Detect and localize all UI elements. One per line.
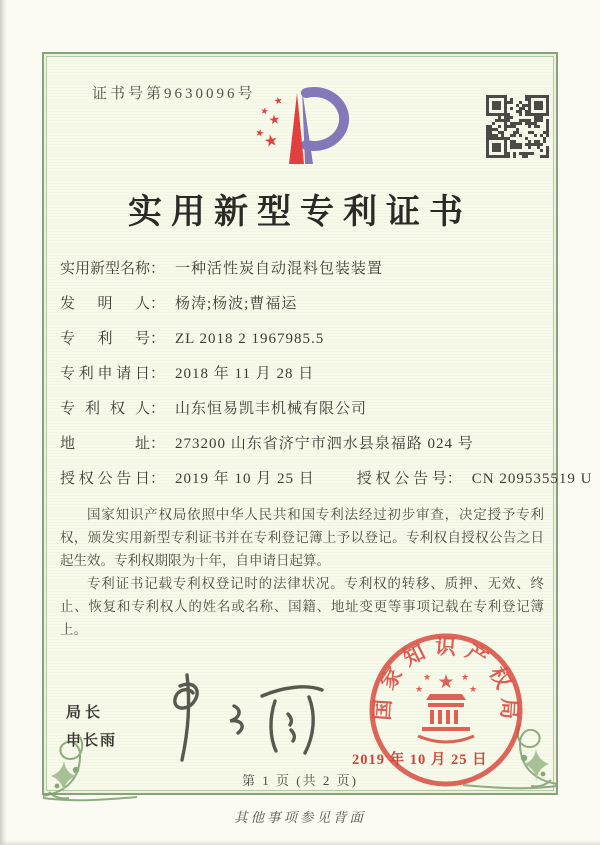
field-colon: ： <box>150 471 166 487</box>
field-value: 2019 年 10 月 25 日 <box>175 471 315 487</box>
field-label: 地址 <box>60 436 150 452</box>
field-patentee <box>60 392 540 427</box>
svg-text:★: ★ <box>272 95 285 108</box>
field-value: CN 209535519 U <box>471 471 593 487</box>
field-colon: ： <box>150 261 166 277</box>
svg-text:★: ★ <box>253 127 266 140</box>
field-label: 专利申请日 <box>60 366 150 382</box>
field-inventors <box>60 287 540 322</box>
field-value: 一种活性炭自动混料包装装置 <box>175 261 384 277</box>
back-side-note: 其他事项参见背面 <box>234 810 366 825</box>
scan-edge <box>0 0 7 845</box>
field-grant-row <box>60 462 593 497</box>
director-signature <box>142 670 337 770</box>
field-colon: ： <box>150 366 166 382</box>
seal-date: 2019 年 10 月 25 日 <box>352 752 488 768</box>
field-colon: ： <box>446 471 462 487</box>
field-colon: ： <box>150 401 166 417</box>
scan-edge <box>0 840 600 845</box>
svg-text:★: ★ <box>422 673 432 683</box>
certificate-title: 实用新型专利证书 <box>128 194 472 231</box>
corner-ornament-icon <box>29 712 141 812</box>
director-title: 局长 <box>66 705 105 721</box>
svg-text:★: ★ <box>468 685 478 695</box>
field-label: 专利权人 <box>60 401 150 417</box>
field-value: ZL 2018 2 1967985.5 <box>175 331 325 347</box>
field-value: 山东恒易凯丰机械有限公司 <box>175 401 368 417</box>
field-colon: ： <box>150 331 166 347</box>
field-label: 授权公告号 <box>356 471 447 487</box>
svg-text:★: ★ <box>259 106 270 118</box>
field-value: 273200 山东省济宁市泗水县泉福路 024 号 <box>175 436 474 452</box>
field-filing-date <box>60 357 540 392</box>
field-label: 实用新型名称 <box>60 261 151 277</box>
director-name: 申长雨 <box>66 733 118 749</box>
svg-text:★: ★ <box>414 685 424 695</box>
svg-text:★: ★ <box>437 671 455 693</box>
field-value: 杨涛;杨波;曹福运 <box>175 296 298 312</box>
field-value: 2018 年 11 月 28 日 <box>175 366 315 382</box>
qr-code <box>486 95 549 158</box>
field-colon: ： <box>150 296 166 312</box>
field-label: 授权公告日 <box>60 471 150 487</box>
field-colon: ： <box>150 436 166 452</box>
field-label: 专利号 <box>60 331 150 347</box>
field-label: 发明人 <box>60 296 150 312</box>
svg-text:★: ★ <box>267 112 282 129</box>
svg-text:★: ★ <box>460 673 470 683</box>
field-address <box>60 427 540 462</box>
page-number: 第 1 页 (共 2 页) <box>242 773 358 788</box>
certificate-number: 证书号第9630096号 <box>92 86 256 102</box>
legal-paragraph: 专利证书记载专利权登记时的法律状况。专利权的转移、质押、无效、终止、恢复和专利权人的姓名或名称、国籍、地址变更等事项记载在专利登记簿上。 <box>60 576 544 637</box>
legal-text <box>60 503 544 641</box>
field-invention-name <box>60 252 540 287</box>
seal-authority-text: 国家知识产权局 <box>370 634 522 728</box>
certificate-fields <box>60 252 593 497</box>
field-patent-number <box>60 322 540 357</box>
legal-paragraph: 国家知识产权局依照中华人民共和国专利法经过初步审查，决定授予专利权，颁发实用新型专利证书并在专利登记簿上予以登记。专利权自授权公告之日起生效。专利权期限为十年，自申请日起算。 <box>60 507 544 568</box>
svg-text:★: ★ <box>262 129 280 152</box>
cnipa-logo-icon <box>250 84 354 174</box>
